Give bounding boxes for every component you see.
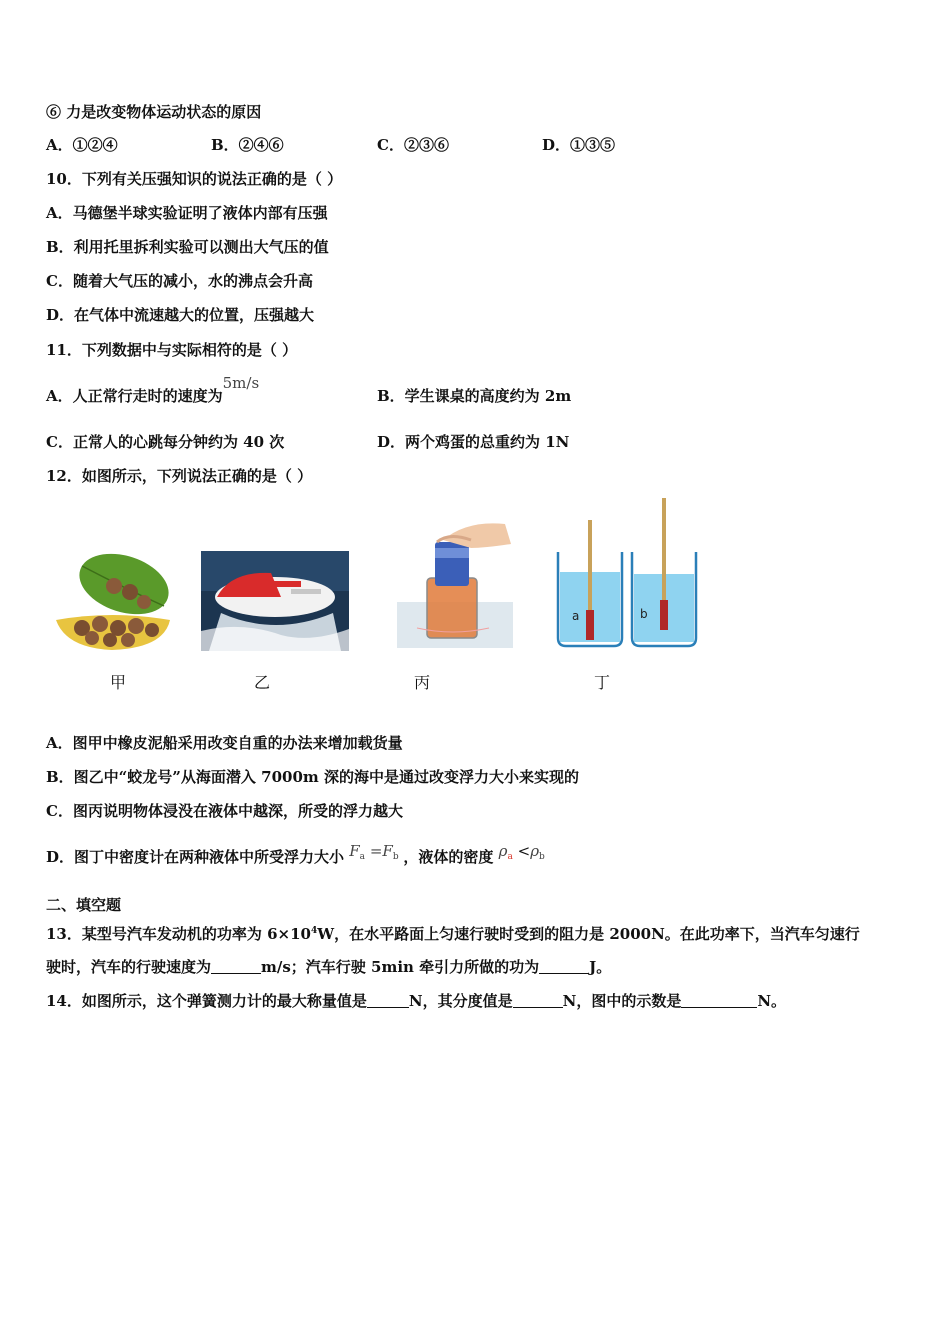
q12-option-d — [46, 842, 545, 873]
caption-ding: 丁 — [594, 673, 611, 692]
figure-jia — [52, 548, 172, 654]
q9-option-d: D．①③⑤ — [542, 136, 616, 154]
figure-bing — [397, 518, 513, 648]
q11-option-a — [46, 374, 260, 406]
q12-math-force: $F_a =F_b$ — [349, 842, 399, 862]
caption-bing: 丙 — [414, 673, 431, 692]
q12-option-b: B．图乙中“蛟龙号”从海面潜入 7000m 深的海中是通过改变浮力大小来实现的 — [46, 768, 580, 786]
label-a: a — [572, 609, 580, 623]
q12-option-d-text-2: ，液体的密度 — [403, 848, 494, 866]
q12-option-d-text-1: D．图丁中密度计在两种液体中所受浮力大小 — [46, 848, 345, 866]
q10-stem: 10．下列有关压强知识的说法正确的是（ ） — [46, 170, 343, 188]
q9-item-6: ⑥ 力是改变物体运动状态的原因 — [46, 103, 262, 121]
q10-option-c: C．随着大气压的减小，水的沸点会升高 — [46, 272, 313, 290]
label-b: b — [640, 607, 648, 621]
q9-option-a: A．①②④ — [46, 136, 118, 154]
q12-option-c: C．图丙说明物体浸没在液体中越深，所受的浮力越大 — [46, 802, 403, 820]
caption-jia: 甲 — [110, 673, 127, 692]
q9-option-c: C．②③⑥ — [377, 136, 449, 154]
q14-blank-division[interactable] — [513, 993, 563, 1008]
q11-option-b: B．学生课桌的高度约为 2m — [377, 387, 572, 405]
q12-stem: 12．如图所示，下列说法正确的是（ ） — [46, 467, 313, 485]
q13-blank-speed[interactable] — [211, 959, 261, 974]
q10-option-b: B．利用托里拆利实验可以测出大气压的值 — [46, 238, 329, 256]
q11-stem: 11．下列数据中与实际相符的是（ ） — [46, 341, 298, 359]
caption-yi: 乙 — [254, 673, 271, 692]
q9-option-b: B．②④⑥ — [211, 136, 284, 154]
q10-option-d: D．在气体中流速越大的位置，压强越大 — [46, 306, 315, 324]
q11-option-a-text: A．人正常行走时的速度为 — [46, 387, 223, 405]
q14-line: 14．如图所示，这个弹簧测力计的最大称量值是 N，其分度值是 N，图中的示数是 N。 — [46, 992, 787, 1010]
q11-option-c: C．正常人的心跳每分钟约为 40 次 — [46, 433, 285, 451]
figure-ding — [556, 496, 698, 650]
q11-option-a-value: 5m/s — [222, 374, 260, 392]
q12-math-density: $\rho_a <\rho_b$ — [498, 842, 545, 862]
section-fill-in-title: 二、填空题 — [46, 896, 122, 914]
q13-line-1: 13．某型号汽车发动机的功率为 $6\times 10^4W$，在水平路面上匀速行驶时受到的阻力是 2000N。在此功率下，当汽车匀速行 — [46, 925, 860, 943]
q11-option-d: D．两个鸡蛋的总重约为 1N — [377, 433, 570, 451]
q12-option-a: A．图甲中橡皮泥船采用改变自重的办法来增加载货量 — [46, 734, 403, 752]
figure-yi — [201, 551, 349, 651]
q13-blank-work[interactable] — [539, 959, 589, 974]
q13-line-2: 驶时，汽车的行驶速度为 m/s；汽车行驶 5min 牵引力所做的功为 J。 — [46, 958, 612, 976]
q10-option-a: A．马德堡半球实验证明了液体内部有压强 — [46, 204, 328, 222]
q14-blank-max[interactable] — [367, 993, 409, 1008]
q14-blank-reading[interactable] — [681, 993, 757, 1008]
